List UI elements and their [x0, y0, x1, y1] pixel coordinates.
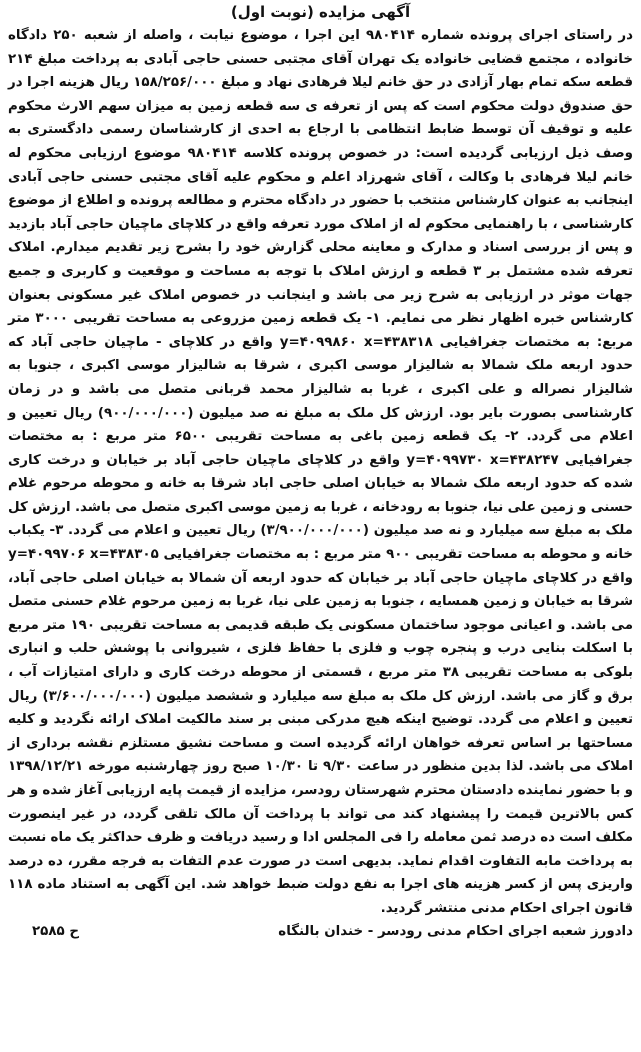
notice-footer: [8, 921, 633, 943]
notice-code: ح ۲۵۸۵: [32, 923, 80, 939]
notice-body: در راستای اجرای پرونده شماره ۹۸۰۴۱۴ این اجرا ، موضوع نیابت ، واصله از شعبه ۲۵۰ دادگاه خانواده ، مجتمع قضایی خانواده یک تهران آقای مجتبی حسنی حاجی آبادی به پرداخت مبلغ ۲۱۴ قطعه سکه تمام بهار آزادی در حق خانم لیلا فرهادی نهاد و مبلغ ۱۵۸/۲۵۶/۰۰۰ ریال هزینه اجرا در حق صندوق دولت محکوم است که پس از تعرفه ی سه قطعه زمین به میزان سهم الارث محکوم علیه و توقیف آن توسط ضابط انتظامی با ارجاع به احدی از کارشناسان رسمی دادگستری به وصف ذیل ارزیابی گردیده است: در خصوص پرونده کلاسه ۹۸۰۴۱۴ موضوع ارزیابی محکوم له خانم لیلا فرهادی با وکالت ، آقای شهرزاد اعلم و محکوم علیه آقای مجتبی حسنی حاجی آبادی اینجانب به عنوان کارشناس منتخب با حضور در دادگاه محترم و مطالعه پرونده و اطلاع از موضوع کارشناسی ، با راهنمایی محکوم له از املاک مورد تعرفه واقع در کلاچای ماچیان حاجی آباد بازدید و پس از بررسی اسناد و مدارک و معاینه محلی گزارش خود را بشرح زیر تقدیم میدارم. املاک تعرفه شده مشتمل بر ۳ قطعه و ارزش املاک با توجه به مساحت و موقعیت و کاربری و جمیع جهات موثر در ارزیابی به شرح زیر می باشد و اینجانب در خصوص املاک غیر مسکونی بعنوان کارشناس خبره اظهار نظر می نمایم. ۱- یک قطعه زمین مزروعی به مساحت تقریبی ۳۰۰۰ متر مربع: به مختصات جغرافیایی y=۴۰۹۹۸۶۰ x=۴۳۸۳۱۸ واقع در کلاچای - ماچیان حاجی آباد که حدود اربعه ملک شمالا به شالیزار موسی اکبری ، شرقا به شالیزار موسی اکبری ، جنوبا به شالیزار نصراله و علی اکبری ، غربا به شالیزار محمد قربانی متصل می باشد و در زمان کارشناسی بصورت بایر بود. ارزش کل ملک به مبلغ نه صد میلیون (۹۰۰/۰۰۰/۰۰۰) ریال تعیین و اعلام می گردد. ۲- یک قطعه زمین باغی به مساحت تقریبی ۶۵۰۰ متر مربع : به مختصات جغرافیایی y=۴۰۹۹۷۳۰ x=۴۳۸۲۴۷ واقع در کلاچای ماچیان حاجی آباد بر خیابان و درخت کاری شده که حدود اربعه ملک شمالا به خیابان اصلی حاجی اباد شرقا به خانه و محوطه مرحوم غلام حسنی و زمین علی نیا، جنوبا به رودخانه ، غربا به زمین موسی اکبری متصل می باشد. ارزش کل ملک به مبلغ سه میلیارد و نه صد میلیون (۳/۹۰۰/۰۰۰/۰۰۰) ریال تعیین و اعلام می گردد. ۳- یکباب خانه و محوطه به مساحت تقریبی ۹۰۰ متر مربع : به مختصات جغرافیایی y=۴۰۹۹۷۰۶ x=۴۳۸۳۰۵ واقع در کلاچای ماچیان حاجی آباد بر خیابان که حدود اربعه آن شمالا به خیابان اصلی حاجی آباد، شرقا به خیابان و زمین همسایه ، جنوبا به زمین علی نیا، غربا به زمین مرحوم غلام حسنی متصل می باشد. و اعیانی موجود ساختمان مسکونی یک طبقه قدیمی به مساحت تقریبی ۱۹۰ متر مربع با اسکلت بنایی درب و پنجره چوب و فلزی با حفاظ فلزی ، شیروانی با پوشش حلب و انباری بلوکی به مساحت تقریبی ۳۸ متر مربع ، قسمتی از محوطه درخت کاری و دارای امتیازات آب ، برق و گاز می باشد. ارزش کل ملک به مبلغ سه میلیارد و ششصد میلیون (۳/۶۰۰/۰۰۰/۰۰۰) ریال تعیین و اعلام می گردد. توضیح اینکه هیچ مدرکی مبنی بر سند مالکیت املاک ارائه نگردید و کلیه مساحتها بر اساس تعرفه خواهان ارائه گردیده است و مساحت نشیق مستلزم نقشه برداری از املاک می باشد. لذا بدین منظور در ساعت ۹/۳۰ تا ۱۰/۳۰ صبح روز چهارشنبه مورخه ۱۳۹۸/۱۲/۲۱ و با حضور نماینده دادستان محترم شهرستان رودسر، مزایده از قیمت پایه ارزیابی آغاز شده و هر کس بالاترین قیمت را پیشنهاد کند می تواند با پرداخت آن مالک تلقی گردد، در غیر اینصورت مکلف است ده درصد ثمن معامله را فی المجلس ادا و رسید دریافت و ظرف حداکثر یک ماه نسبت به پرداخت مابه التفاوت اقدام نماید. بدیهی است در صورت عدم التفات به فرجه مقرر، ده درصد واریزی پس از کسر هزینه های اجرا به نفع دولت ضبط خواهد شد. این آگهی به استناد ماده ۱۱۸ قانون اجرای احکام مدنی منتشر گردید.: [8, 28, 634, 916]
notice-signature: دادورز شعبه اجرای احکام مدنی رودسر - خندان بالنگاه: [278, 923, 633, 939]
notice-title: آگهی مزایده (نوبت اول): [230, 3, 411, 21]
